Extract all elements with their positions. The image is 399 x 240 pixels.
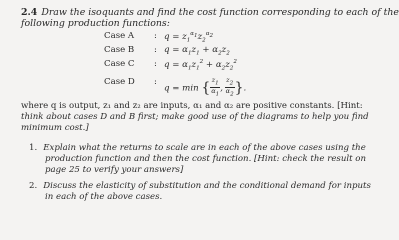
exercise-heading [21,7,399,19]
heading-line-1: Draw the isoquants and find the cost function corresponding to each of the [41,7,399,18]
case-a-equation: $q = z_1^{\alpha_1}z_2^{\alpha_2}$ [164,31,214,44]
exercise-number: 2.4 [21,7,38,18]
where-line-2: think about cases D and B first; make good use of the diagrams to help you find [21,112,369,122]
question-1-line-1: Explain what the returns to scale are in each of the above cases using the [43,143,366,153]
question-1-line-2: production function and then the cost function. [Hint: check the result on [45,154,367,164]
case-b-label: Case B [104,45,135,55]
question-1-line-3: page 25 to verify your answers] [45,165,184,175]
case-b: Case B : $q = \alpha_1z_1 + \alpha_2z_2$ [104,45,230,57]
question-2-number: 2. [29,181,38,191]
case-a: Case A : $q = z_1^{\alpha_1}z_2^{\alpha_2}$ [104,31,214,44]
case-c-equation: $q = \alpha_1z_1^2 + \alpha_2z_2^2$ [164,59,237,72]
case-d-equation: q = min { $\frac{z_1}{\alpha_1}$ , $\frac{z_2}{\alpha_2}$ }. [164,76,247,98]
heading-line-2: following production functions: [21,18,170,29]
where-line-1: where q is output, z₁ and z₂ are inputs, α₁ and α₂ are positive constants. [Hint: [21,101,363,111]
question-2-line-1: Discuss the elasticity of substitution and the conditional demand for inputs [43,181,371,191]
case-d: Case D : q = min { $\frac{z_1}{\alpha_1}$ , $\frac{z_2}{\alpha_2}$ }. [104,76,247,98]
case-a-label: Case A [104,31,135,41]
case-d-label: Case D [104,77,135,87]
case-b-equation: $q = \alpha_1z_1 + \alpha_2z_2$ [164,45,230,57]
question-2-line-2: in each of the above cases. [45,192,163,202]
question-1-number: 1. [29,143,38,153]
case-c-label: Case C [104,59,135,69]
where-line-3: minimum cost.] [21,123,89,133]
case-c: Case C : $q = \alpha_1z_1^2 + \alpha_2z_2^2$ [104,59,237,72]
